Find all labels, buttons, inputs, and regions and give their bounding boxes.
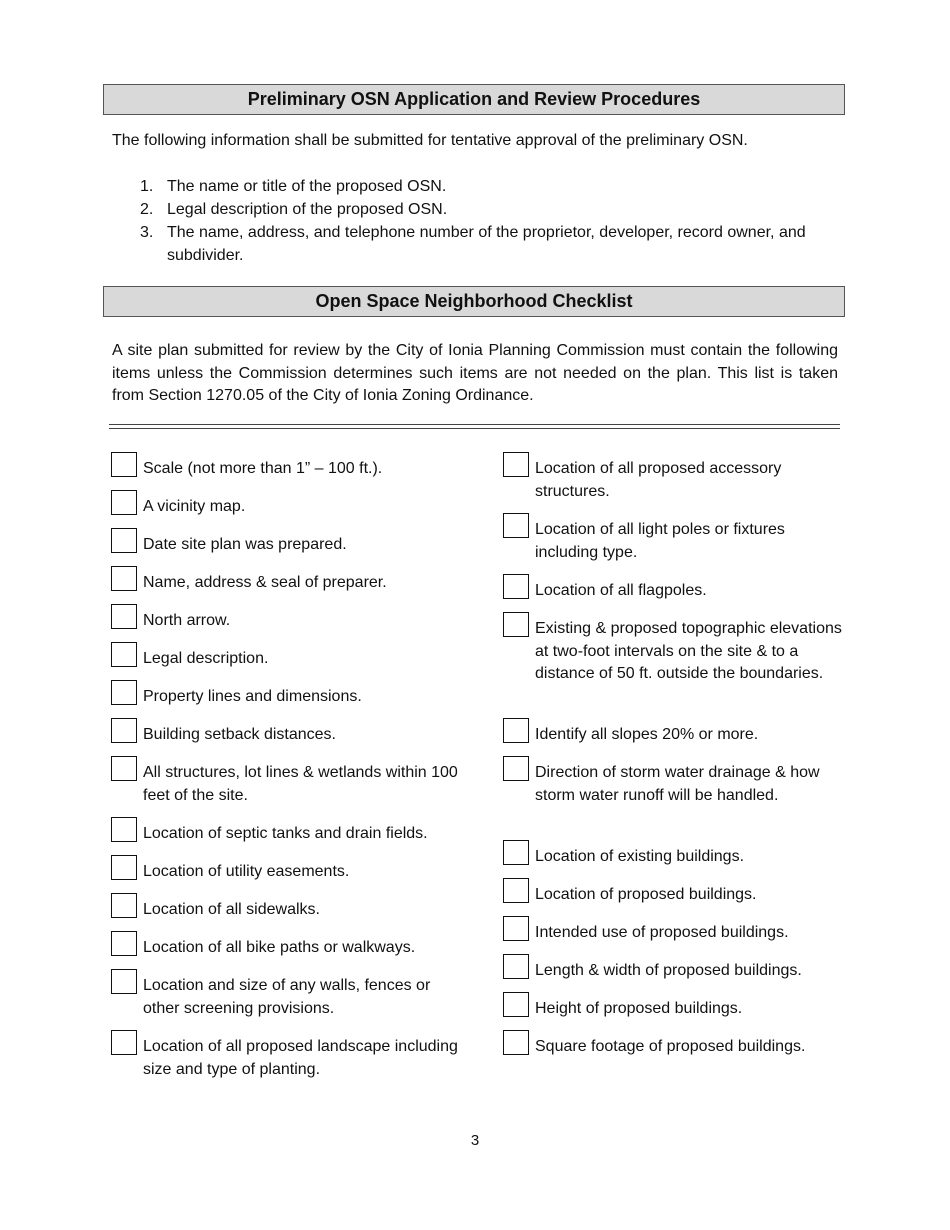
checklist-item: [111, 452, 466, 490]
checkbox[interactable]: [111, 528, 137, 553]
checklist-item-label: Location of all proposed landscape including size and type of planting.: [143, 1038, 458, 1078]
checklist-item: [111, 1030, 466, 1091]
checkbox[interactable]: [503, 878, 529, 903]
checklist-item: [111, 642, 466, 680]
checklist-item-label: Location of all flagpoles.: [535, 582, 707, 599]
list-text: The name, address, and telephone number of the proprietor, developer, record owner, and subdivider.: [167, 224, 806, 264]
checklist-item: [111, 718, 466, 756]
checkbox[interactable]: [503, 916, 529, 941]
checklist-item-label: Location of all light poles or fixtures including type.: [535, 521, 785, 561]
checklist-item: [111, 969, 466, 1030]
section-title-checklist: Open Space Neighborhood Checklist: [103, 286, 845, 317]
checklist-item-label: Location of all sidewalks.: [143, 901, 320, 918]
checklist-item-label: Name, address & seal of preparer.: [143, 574, 387, 591]
checklist-item: [111, 490, 466, 528]
checklist-item: [503, 513, 848, 574]
checkbox[interactable]: [111, 718, 137, 743]
double-divider: [109, 424, 840, 429]
list-item: [112, 175, 838, 198]
checklist-item-label: Location of septic tanks and drain fields.: [143, 825, 428, 842]
checkbox[interactable]: [503, 1030, 529, 1055]
checklist-item-label: Building setback distances.: [143, 726, 336, 743]
checklist-item: [503, 992, 848, 1030]
checkbox[interactable]: [111, 604, 137, 629]
checklist-item: [111, 528, 466, 566]
checkbox[interactable]: [111, 490, 137, 515]
checkbox[interactable]: [503, 840, 529, 865]
checkbox[interactable]: [111, 642, 137, 667]
checkbox[interactable]: [503, 756, 529, 781]
checklist-item-label: Height of proposed buildings.: [535, 1000, 743, 1017]
checklist-item-label: Location of proposed buildings.: [535, 886, 757, 903]
checkbox[interactable]: [111, 817, 137, 842]
checklist-item: [111, 566, 466, 604]
checklist-item: [111, 756, 466, 817]
checklist-item-label: Location of all proposed accessory structures.: [535, 460, 782, 500]
checklist-item: [503, 878, 848, 916]
checkbox[interactable]: [111, 969, 137, 994]
checklist-item-label: Length & width of proposed buildings.: [535, 962, 802, 979]
checkbox[interactable]: [111, 855, 137, 880]
checklist-item: [503, 840, 848, 878]
checkbox[interactable]: [111, 893, 137, 918]
checklist-item: [503, 718, 848, 756]
intro-paragraph: The following information shall be submitted for tentative approval of the preliminary OSN.: [112, 132, 748, 149]
checkbox[interactable]: [111, 680, 137, 705]
checklist-item: [111, 855, 466, 893]
list-text: The name or title of the proposed OSN.: [167, 178, 447, 195]
checklist-item: [111, 893, 466, 931]
checkbox[interactable]: [503, 513, 529, 538]
checkbox[interactable]: [111, 756, 137, 781]
checklist-item: [503, 574, 848, 612]
checklist-item-label: Intended use of proposed buildings.: [535, 924, 789, 941]
checklist-item-label: Legal description.: [143, 650, 269, 667]
checkbox[interactable]: [111, 452, 137, 477]
page-number: 3: [470, 1132, 480, 1149]
checklist-left-column: [111, 452, 466, 1091]
checklist-item-label: Existing & proposed topographic elevations at two-foot intervals on the site & to a distance of 50 ft. outside the boundaries.: [535, 620, 842, 683]
checklist-item-label: North arrow.: [143, 612, 231, 629]
checklist-item-label: Date site plan was prepared.: [143, 536, 347, 553]
list-number: 2.: [140, 201, 154, 218]
checkbox[interactable]: [503, 612, 529, 637]
checklist-item-label: Property lines and dimensions.: [143, 688, 362, 705]
checklist-item-label: Identify all slopes 20% or more.: [535, 726, 759, 743]
checkbox[interactable]: [503, 954, 529, 979]
checklist-description: A site plan submitted for review by the City of Ionia Planning Commission must contain the following items unless the Commission determines such items are not needed on the plan. This list is taken from Section 1270.05 of the City of Ionia Zoning Ordinance.: [112, 342, 838, 404]
checklist-item-label: A vicinity map.: [143, 498, 246, 515]
checklist-item-label: Location and size of any walls, fences or other screening provisions.: [143, 977, 431, 1017]
checklist-item: [503, 452, 848, 513]
checklist-item: [503, 954, 848, 992]
checkbox[interactable]: [503, 452, 529, 477]
checklist-item: [503, 916, 848, 954]
checklist-item-label: All structures, lot lines & wetlands within 100 feet of the site.: [143, 764, 458, 804]
checkbox[interactable]: [111, 1030, 137, 1055]
checklist-item-label: Location of existing buildings.: [535, 848, 745, 865]
list-text: Legal description of the proposed OSN.: [167, 201, 448, 218]
checklist-item: [111, 931, 466, 969]
list-number: 3.: [140, 224, 154, 241]
checkbox[interactable]: [503, 574, 529, 599]
checklist-item: [111, 817, 466, 855]
list-item: [112, 198, 838, 221]
checklist-item-label: Location of all bike paths or walkways.: [143, 939, 416, 956]
checklist-item: [111, 680, 466, 718]
requirements-list: [112, 175, 838, 267]
checklist-item-label: Scale (not more than 1” – 100 ft.).: [143, 460, 383, 477]
checkbox[interactable]: [111, 931, 137, 956]
list-item: [112, 221, 838, 267]
checklist-item-label: Square footage of proposed buildings.: [535, 1038, 806, 1055]
checklist-right-column: [503, 452, 848, 1068]
checklist-item-label: Direction of storm water drainage & how storm water runoff will be handled.: [535, 764, 820, 804]
checkbox[interactable]: [111, 566, 137, 591]
checklist-item: [503, 612, 848, 718]
checklist-item: [503, 1030, 848, 1068]
checkbox[interactable]: [503, 718, 529, 743]
checklist-item: [111, 604, 466, 642]
checklist-item-label: Location of utility easements.: [143, 863, 350, 880]
list-number: 1.: [140, 178, 154, 195]
checkbox[interactable]: [503, 992, 529, 1017]
section-title-osn-procedures: Preliminary OSN Application and Review Procedures: [103, 84, 845, 115]
checklist-item: [503, 756, 848, 840]
